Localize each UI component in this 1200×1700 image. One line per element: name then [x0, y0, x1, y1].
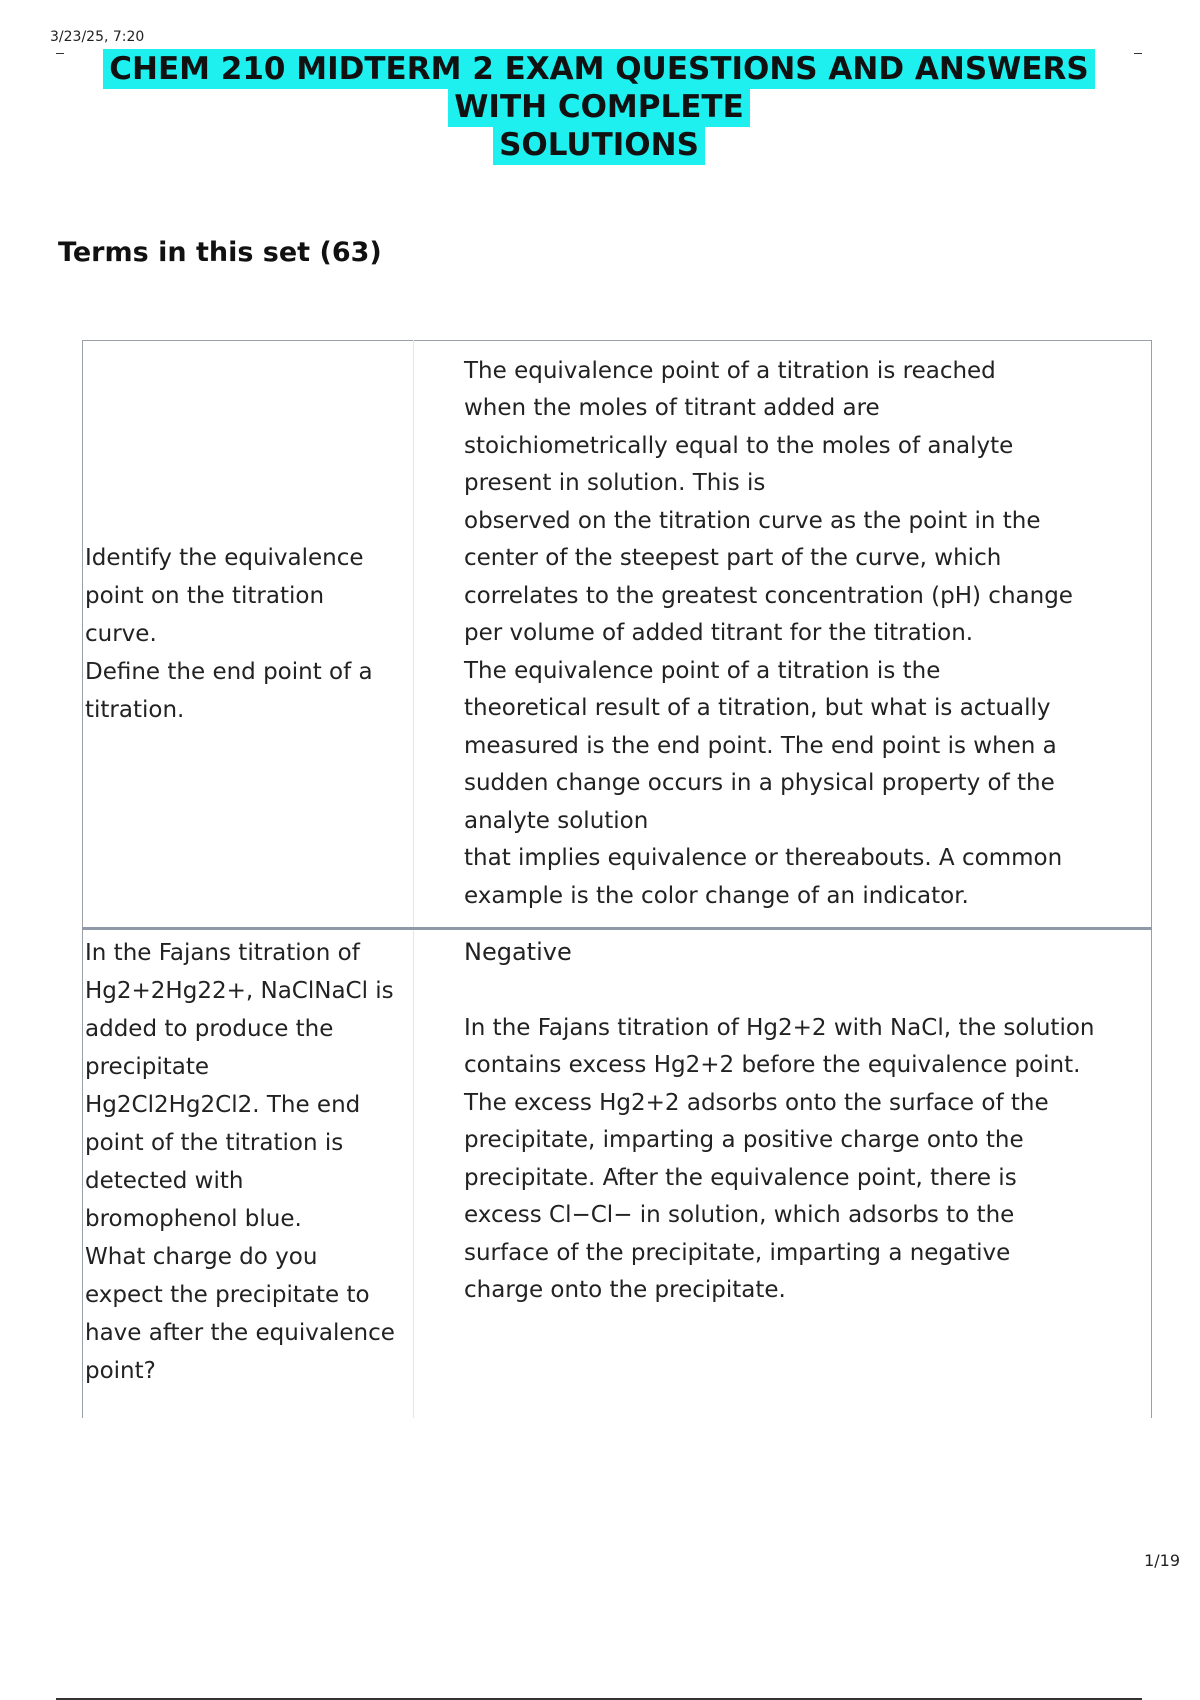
- print-timestamp: 3/23/25, 7:20: [50, 29, 145, 45]
- definition-line: example is the color change of an indicator.: [464, 882, 969, 909]
- title-line-1: CHEM 210 MIDTERM 2 EXAM QUESTIONS AND ANSWERS WITH COMPLETE: [103, 49, 1094, 127]
- definition-cell: [414, 341, 1152, 929]
- short-answer: Negative: [464, 938, 572, 966]
- definition-line: In the Fajans titration of Hg2+2 with NaCl, the solution: [464, 1014, 1095, 1041]
- definition-line: excess Cl−Cl− in solution, which adsorbs to the: [464, 1202, 1015, 1228]
- definition-cell: [414, 929, 1152, 1419]
- definition-line: precipitate, imparting a positive charge onto the: [464, 1127, 1024, 1153]
- definition-line: measured is the end point. The end point is when a: [464, 732, 1057, 759]
- definition-line: The equivalence point of a titration is the: [464, 657, 941, 684]
- term-line: bromophenol blue.: [85, 1206, 302, 1232]
- terms-table: [82, 340, 1152, 1418]
- definition-line: that implies equivalence or thereabouts. A common: [464, 845, 1063, 872]
- term-line: precipitate: [85, 1054, 210, 1080]
- term-line: Hg2Cl2Hg2Cl2. The end: [85, 1092, 361, 1118]
- term-line: point?: [85, 1358, 156, 1384]
- definition-line: surface of the precipitate, imparting a negative: [464, 1239, 1011, 1266]
- term-line: detected with: [85, 1168, 244, 1194]
- title-line-2: SOLUTIONS: [493, 125, 705, 165]
- definition-line: correlates to the greatest concentration (pH) change: [464, 582, 1073, 609]
- definition-line: precipitate. After the equivalence point, there is: [464, 1164, 1017, 1191]
- term-line: Define the end point of a: [85, 659, 373, 685]
- term-line: expect the precipitate to: [85, 1282, 370, 1308]
- term-line: have after the equivalence: [85, 1320, 395, 1346]
- definition-line: center of the steepest part of the curve, which: [464, 545, 1002, 572]
- definition-line: when the moles of titrant added are: [464, 395, 880, 422]
- term-line: point of the titration is: [85, 1130, 344, 1156]
- term-line: added to produce the: [85, 1016, 334, 1042]
- definition-line: per volume of added titrant for the titration.: [464, 620, 974, 647]
- definition-line: contains excess Hg2+2 before the equivalence point.: [464, 1052, 1081, 1078]
- set-heading: Terms in this set (63): [58, 237, 382, 268]
- term-line: Hg2+2Hg22+, NaClNaCl is: [85, 978, 394, 1004]
- definition-line: sudden change occurs in a physical property of the: [464, 770, 1055, 797]
- term-cell: [83, 929, 414, 1419]
- table-row: [83, 341, 1152, 929]
- term-line: Identify the equivalence: [85, 545, 364, 571]
- term-line: In the Fajans titration of: [85, 940, 360, 966]
- definition-line: analyte solution: [464, 807, 649, 834]
- term-line: titration.: [85, 697, 185, 723]
- page-number: 1/19: [1144, 1551, 1180, 1570]
- term-cell: [83, 341, 414, 929]
- document-title: [56, 50, 1142, 164]
- definition-line: stoichiometrically equal to the moles of analyte: [464, 432, 1014, 459]
- term-line: curve.: [85, 621, 157, 647]
- definition-line: The equivalence point of a titration is reached: [464, 357, 996, 384]
- definition-line: The excess Hg2+2 adsorbs onto the surface of the: [464, 1089, 1049, 1116]
- definition-line: theoretical result of a titration, but what is actually: [464, 695, 1051, 722]
- table-row: [83, 929, 1152, 1419]
- definition-line: observed on the titration curve as the point in the: [464, 507, 1041, 534]
- definition-line: present in solution. This is: [464, 470, 766, 497]
- term-line: point on the titration: [85, 583, 325, 609]
- definition-line: charge onto the precipitate.: [464, 1277, 786, 1303]
- term-line: What charge do you: [85, 1244, 318, 1270]
